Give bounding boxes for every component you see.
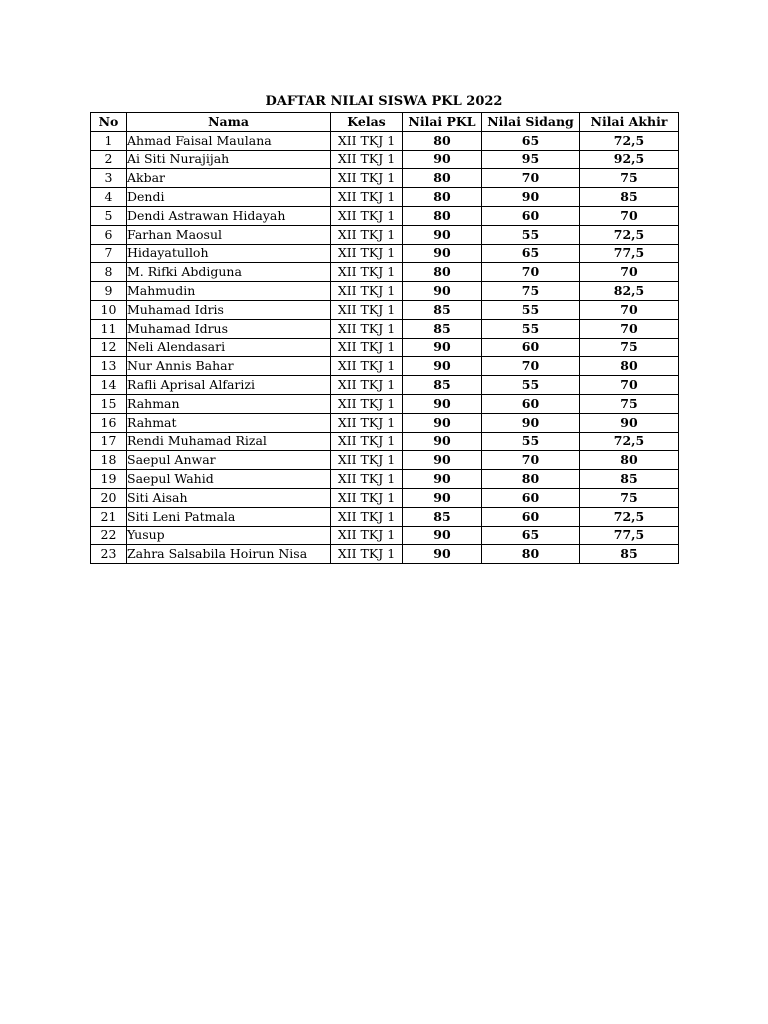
cell-kelas: XII TKJ 1: [331, 488, 403, 507]
cell-nilai-pkl: 90: [403, 225, 482, 244]
table-row: [91, 131, 679, 150]
table-row: [91, 376, 679, 395]
cell-kelas: XII TKJ 1: [331, 169, 403, 188]
cell-nilai-akhir: 70: [580, 376, 679, 395]
cell-nilai-akhir: 85: [580, 470, 679, 489]
cell-nilai-pkl: 90: [403, 394, 482, 413]
cell-nama: Saepul Anwar: [127, 451, 331, 470]
cell-kelas: XII TKJ 1: [331, 319, 403, 338]
table-body: [91, 131, 679, 563]
cell-no: 23: [91, 545, 127, 564]
table-row: [91, 188, 679, 207]
table-row: [91, 470, 679, 489]
cell-kelas: XII TKJ 1: [331, 206, 403, 225]
cell-no: 3: [91, 169, 127, 188]
cell-nilai-sidang: 55: [482, 432, 580, 451]
table-row: [91, 169, 679, 188]
cell-kelas: XII TKJ 1: [331, 545, 403, 564]
cell-nilai-pkl: 90: [403, 488, 482, 507]
table-row: [91, 413, 679, 432]
cell-nilai-pkl: 90: [403, 338, 482, 357]
cell-no: 17: [91, 432, 127, 451]
cell-nilai-akhir: 72,5: [580, 507, 679, 526]
table-row: [91, 432, 679, 451]
cell-nama: Saepul Wahid: [127, 470, 331, 489]
cell-kelas: XII TKJ 1: [331, 150, 403, 169]
cell-nilai-pkl: 90: [403, 451, 482, 470]
cell-no: 18: [91, 451, 127, 470]
cell-no: 4: [91, 188, 127, 207]
cell-kelas: XII TKJ 1: [331, 188, 403, 207]
cell-no: 12: [91, 338, 127, 357]
cell-nama: Hidayatulloh: [127, 244, 331, 263]
cell-no: 16: [91, 413, 127, 432]
cell-nama: Ahmad Faisal Maulana: [127, 131, 331, 150]
cell-nilai-sidang: 65: [482, 526, 580, 545]
cell-no: 6: [91, 225, 127, 244]
cell-no: 1: [91, 131, 127, 150]
cell-kelas: XII TKJ 1: [331, 338, 403, 357]
cell-nilai-sidang: 65: [482, 131, 580, 150]
table-row: [91, 394, 679, 413]
table-row: [91, 244, 679, 263]
cell-nilai-pkl: 80: [403, 263, 482, 282]
cell-kelas: XII TKJ 1: [331, 526, 403, 545]
cell-kelas: XII TKJ 1: [331, 451, 403, 470]
cell-nilai-sidang: 70: [482, 169, 580, 188]
cell-no: 21: [91, 507, 127, 526]
cell-nama: M. Rifki Abdiguna: [127, 263, 331, 282]
header-nilai-akhir: Nilai Akhir: [580, 113, 679, 132]
table-header-row: [91, 113, 679, 132]
cell-nilai-akhir: 75: [580, 338, 679, 357]
cell-no: 15: [91, 394, 127, 413]
cell-nama: Rafli Aprisal Alfarizi: [127, 376, 331, 395]
cell-nilai-akhir: 80: [580, 357, 679, 376]
cell-nama: Farhan Maosul: [127, 225, 331, 244]
cell-nilai-sidang: 90: [482, 188, 580, 207]
cell-nilai-pkl: 85: [403, 376, 482, 395]
table-row: [91, 282, 679, 301]
cell-nama: Yusup: [127, 526, 331, 545]
cell-nilai-sidang: 95: [482, 150, 580, 169]
cell-nilai-pkl: 80: [403, 169, 482, 188]
table-row: [91, 507, 679, 526]
cell-nilai-sidang: 90: [482, 413, 580, 432]
cell-nilai-sidang: 55: [482, 225, 580, 244]
cell-no: 7: [91, 244, 127, 263]
cell-nilai-akhir: 75: [580, 488, 679, 507]
cell-nilai-akhir: 70: [580, 206, 679, 225]
cell-nama: Siti Aisah: [127, 488, 331, 507]
cell-no: 8: [91, 263, 127, 282]
table-row: [91, 526, 679, 545]
cell-no: 14: [91, 376, 127, 395]
cell-nilai-akhir: 70: [580, 263, 679, 282]
cell-nilai-sidang: 80: [482, 470, 580, 489]
cell-no: 9: [91, 282, 127, 301]
cell-nilai-akhir: 77,5: [580, 526, 679, 545]
cell-nama: Muhamad Idrus: [127, 319, 331, 338]
cell-kelas: XII TKJ 1: [331, 225, 403, 244]
cell-nilai-sidang: 55: [482, 319, 580, 338]
cell-kelas: XII TKJ 1: [331, 282, 403, 301]
cell-nilai-akhir: 75: [580, 394, 679, 413]
cell-no: 20: [91, 488, 127, 507]
cell-nilai-sidang: 70: [482, 263, 580, 282]
cell-nilai-sidang: 70: [482, 451, 580, 470]
cell-nilai-sidang: 60: [482, 507, 580, 526]
table-row: [91, 338, 679, 357]
cell-nilai-pkl: 90: [403, 150, 482, 169]
cell-nilai-pkl: 85: [403, 300, 482, 319]
cell-nilai-pkl: 90: [403, 357, 482, 376]
cell-nama: Dendi: [127, 188, 331, 207]
cell-nama: Zahra Salsabila Hoirun Nisa: [127, 545, 331, 564]
cell-nilai-akhir: 82,5: [580, 282, 679, 301]
cell-nama: Dendi Astrawan Hidayah: [127, 206, 331, 225]
cell-nama: Rendi Muhamad Rizal: [127, 432, 331, 451]
cell-kelas: XII TKJ 1: [331, 357, 403, 376]
cell-kelas: XII TKJ 1: [331, 263, 403, 282]
cell-no: 10: [91, 300, 127, 319]
cell-no: 11: [91, 319, 127, 338]
header-nilai-sidang: Nilai Sidang: [482, 113, 580, 132]
cell-nilai-akhir: 77,5: [580, 244, 679, 263]
cell-kelas: XII TKJ 1: [331, 432, 403, 451]
cell-nilai-akhir: 70: [580, 300, 679, 319]
table-row: [91, 300, 679, 319]
table-row: [91, 451, 679, 470]
cell-nilai-akhir: 72,5: [580, 432, 679, 451]
header-nilai-pkl: Nilai PKL: [403, 113, 482, 132]
grades-table: [90, 112, 679, 564]
cell-nama: Mahmudin: [127, 282, 331, 301]
cell-nilai-pkl: 85: [403, 319, 482, 338]
cell-nilai-akhir: 75: [580, 169, 679, 188]
cell-nama: Siti Leni Patmala: [127, 507, 331, 526]
cell-no: 19: [91, 470, 127, 489]
cell-kelas: XII TKJ 1: [331, 300, 403, 319]
cell-kelas: XII TKJ 1: [331, 470, 403, 489]
table-row: [91, 206, 679, 225]
cell-nilai-sidang: 60: [482, 206, 580, 225]
cell-kelas: XII TKJ 1: [331, 131, 403, 150]
cell-nilai-sidang: 55: [482, 300, 580, 319]
cell-nilai-pkl: 90: [403, 413, 482, 432]
cell-nilai-sidang: 60: [482, 394, 580, 413]
page-title: DAFTAR NILAI SISWA PKL 2022: [265, 94, 503, 109]
cell-nilai-akhir: 90: [580, 413, 679, 432]
cell-nilai-sidang: 60: [482, 488, 580, 507]
cell-nilai-pkl: 80: [403, 206, 482, 225]
cell-nilai-pkl: 80: [403, 131, 482, 150]
cell-nama: Akbar: [127, 169, 331, 188]
table-row: [91, 263, 679, 282]
cell-nama: Neli Alendasari: [127, 338, 331, 357]
cell-nilai-akhir: 92,5: [580, 150, 679, 169]
header-kelas: Kelas: [331, 113, 403, 132]
cell-nilai-sidang: 80: [482, 545, 580, 564]
table-row: [91, 225, 679, 244]
cell-nilai-pkl: 90: [403, 545, 482, 564]
cell-nama: Rahmat: [127, 413, 331, 432]
cell-nilai-sidang: 75: [482, 282, 580, 301]
cell-kelas: XII TKJ 1: [331, 376, 403, 395]
cell-no: 2: [91, 150, 127, 169]
cell-nilai-akhir: 80: [580, 451, 679, 470]
cell-nilai-sidang: 65: [482, 244, 580, 263]
table-row: [91, 357, 679, 376]
cell-no: 22: [91, 526, 127, 545]
cell-nilai-akhir: 72,5: [580, 225, 679, 244]
table-row: [91, 545, 679, 564]
cell-nilai-akhir: 85: [580, 188, 679, 207]
cell-nama: Nur Annis Bahar: [127, 357, 331, 376]
cell-nilai-pkl: 90: [403, 244, 482, 263]
cell-nilai-pkl: 90: [403, 526, 482, 545]
cell-kelas: XII TKJ 1: [331, 394, 403, 413]
cell-kelas: XII TKJ 1: [331, 413, 403, 432]
cell-nama: Muhamad Idris: [127, 300, 331, 319]
cell-no: 13: [91, 357, 127, 376]
table-row: [91, 150, 679, 169]
cell-nilai-akhir: 72,5: [580, 131, 679, 150]
cell-nama: Rahman: [127, 394, 331, 413]
cell-nilai-sidang: 70: [482, 357, 580, 376]
cell-nama: Ai Siti Nurajijah: [127, 150, 331, 169]
cell-nilai-pkl: 80: [403, 188, 482, 207]
cell-nilai-akhir: 85: [580, 545, 679, 564]
cell-nilai-pkl: 85: [403, 507, 482, 526]
cell-kelas: XII TKJ 1: [331, 507, 403, 526]
cell-nilai-pkl: 90: [403, 432, 482, 451]
cell-nilai-sidang: 60: [482, 338, 580, 357]
cell-no: 5: [91, 206, 127, 225]
header-no: No: [91, 113, 127, 132]
header-nama: Nama: [127, 113, 331, 132]
table-row: [91, 319, 679, 338]
table-row: [91, 488, 679, 507]
cell-kelas: XII TKJ 1: [331, 244, 403, 263]
cell-nilai-akhir: 70: [580, 319, 679, 338]
cell-nilai-sidang: 55: [482, 376, 580, 395]
cell-nilai-pkl: 90: [403, 470, 482, 489]
cell-nilai-pkl: 90: [403, 282, 482, 301]
